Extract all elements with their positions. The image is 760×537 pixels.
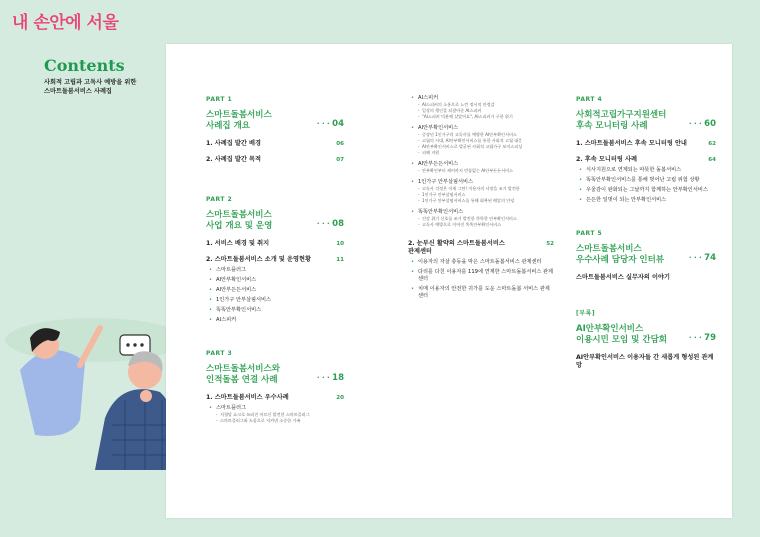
part-title-line: 사업 개요 및 운영 (206, 221, 273, 231)
cover-subtitle (44, 78, 174, 96)
list-item: • 똑똑안부확인서비스 (408, 209, 554, 216)
part-title-line: 스마트돌봄서비스 (206, 110, 272, 120)
list-item: • 1인가구 안부살핌서비스 (408, 179, 554, 186)
contents-title: Contents (44, 56, 125, 75)
part-title-line: AI안부확인서비스 (576, 324, 644, 334)
part-3 (206, 350, 344, 424)
part-title[interactable] (206, 210, 344, 232)
part-page-number: · · · 08 (317, 219, 344, 230)
list-item: • AI안부든든서비스 (206, 287, 344, 294)
part-title-line: 스마트돌봄서비스 (576, 244, 642, 254)
list-item: • 스마트플러그 (206, 405, 344, 412)
list-item: • 다리를 다친 이용자를 119에 연계한 스마트돌봄서비스 관제센터 (408, 269, 554, 283)
part-title-line: 사례집 개요 (206, 121, 251, 131)
sub-item: - AI안부확인서비스로 발굴된 사회적 고립가구 보이스피싱 (408, 144, 554, 150)
brand-logo: 내 손안에 서울 (12, 13, 119, 33)
part-title-line: 스마트돌봄서비스 (206, 210, 272, 220)
toc-item[interactable]: 2. 눈부신 활약의 스마트돌봄서비스 관제센터 52 (408, 240, 554, 255)
part-4 (576, 96, 716, 204)
part-page-number: · · · 79 (689, 333, 716, 344)
list-item: • AI안부확인서비스 (408, 125, 554, 132)
toc-item[interactable]: 1. 스마트돌봄서비스 우수사례 20 (206, 394, 344, 401)
part-label: [부록] (576, 310, 596, 317)
part-label: PART 2 (206, 196, 233, 203)
part-page-number: · · · 04 (317, 119, 344, 130)
toc-item[interactable]: 2. 스마트돌봄서비스 소개 및 운영현황 11 (206, 256, 344, 263)
sub-item: - 안부확인부터 케어까지 빈틈없는 AI안부든든서비스 (408, 168, 554, 174)
toc-item[interactable]: 2. 사례집 발간 목적 07 (206, 156, 344, 163)
part-title[interactable] (576, 244, 716, 266)
part-label: PART 5 (576, 230, 603, 237)
part-title-line: 우수사례 담당자 인터뷰 (576, 255, 665, 265)
part-label: PART 4 (576, 96, 603, 103)
sub-item: - 고독사 예방으로 이어진 똑똑안부확인서비스 (408, 222, 554, 228)
toc-item[interactable]: 스마트돌봄서비스 실무자의 이야기 (576, 274, 670, 281)
sub-item: - 중장년 1인가구의 고독사를 예방한 AI안부확인서비스 (408, 132, 554, 138)
part-page-number: · · · 60 (689, 119, 716, 130)
sub-item: - 1인가구 안부살핌서비스 (408, 192, 554, 198)
sub-item: - AI스피커의 소통으로 느낀 정서적 안정감 (408, 102, 554, 108)
list-item: • 스마트플러그 (206, 267, 344, 274)
part-1 (206, 96, 344, 164)
part-title-line: 이용시민 모임 및 간담회 (576, 335, 667, 345)
sub-item: - 고립의 시대, AI안부확인서비스를 통한 사회적 고립 대응 (408, 138, 554, 144)
list-item: • AI안부확인서비스 (206, 277, 344, 284)
sub-item: - 일상의 행인을 되찾아준 AI스피커 (408, 108, 554, 114)
toc-item[interactable]: 1. 서비스 배경 및 취지 10 (206, 240, 344, 247)
list-item: • 똑똑안부확인서비스를 통해 벗어난 고립 위험 상황 (576, 177, 716, 184)
appendix (576, 308, 716, 370)
list-item: • 식사지원으로 연계되는 따뜻한 돌봄서비스 (576, 167, 716, 174)
part-label: PART 3 (206, 350, 233, 357)
part-title[interactable] (206, 110, 344, 132)
cover-subtitle-line-1: 사회적 고립과 고독사 예방을 위한 (44, 79, 137, 86)
column-2 (408, 92, 554, 300)
part-title-line: 후속 모니터링 사례 (576, 121, 648, 131)
list-item: • AI스피커 (408, 95, 554, 102)
part-title-line: 사회적고립가구지원센터 (576, 110, 667, 120)
part-title[interactable] (206, 364, 344, 386)
toc-item[interactable]: AI안부확인서비스 이용자들 간 새롭게 형성된 관계망 (576, 354, 714, 369)
sub-item: - 1인가구 안부살핌서비스를 통해 회복된 배달의 안녕 (408, 198, 554, 204)
list-item: • 든든한 일벗이 되는 안부확인서비스 (576, 197, 716, 204)
list-item: • 치매 이용자의 안전한 귀가를 도운 스마트돌봄 서비스 관제센터 (408, 286, 554, 300)
column-1 (206, 96, 344, 424)
list-item: • 우울감이 완화되는 그날까지 함께하는 안부확인서비스 (576, 187, 716, 194)
part-2 (206, 196, 344, 324)
list-item: • 똑똑안부확인서비스 (206, 307, 344, 314)
toc-item[interactable]: 2. 후속 모니터링 사례 64 (576, 156, 716, 163)
toc-item[interactable]: 1. 스마트돌봄서비스 후속 모니터링 안내 62 (576, 140, 716, 147)
part-label: PART 1 (206, 96, 233, 103)
part-page-number: · · · 74 (689, 253, 716, 264)
list-item: • AI안부든든서비스 (408, 161, 554, 168)
toc-item[interactable]: 1. 사례집 발간 배경 06 (206, 140, 344, 147)
list-item: • AI스피커 (206, 317, 344, 324)
part-page-number: · · · 18 (317, 373, 344, 384)
part-5 (576, 230, 716, 282)
sub-item: - 고독사 걱정은 이제 그만! 이용자의 사망을 조기 발견한 (408, 186, 554, 192)
sub-item: - "AI스피커 덕분에 살았어요", AI스피커가 구한 위기 (408, 114, 554, 120)
column-3 (576, 96, 716, 370)
sub-item: - 피해 지원 (408, 150, 554, 156)
part-title[interactable] (576, 324, 716, 346)
sub-item: - 저혈당 쇼크로 쓰러진 어르신 발견한 스마트플러그 (206, 412, 344, 418)
cover-subtitle-line-2: 스마트돌봄서비스 사례집 (44, 88, 112, 95)
part-title-line: 인적돌봄 연결 사례 (206, 375, 278, 385)
sub-item: - 스마트플러그와 도움으로 지켜낸 소중한 가족 (206, 418, 344, 424)
contents-page (166, 44, 732, 518)
sub-item: - 건강 위기 신호를 조기 발견한 똑똑한 안부확인서비스 (408, 216, 554, 222)
list-item: • 1인가구 안부살핌서비스 (206, 297, 344, 304)
part-title[interactable] (576, 110, 716, 132)
list-item: • 이용자의 자살 충동을 막은 스마트돌봄서비스 관제센터 (408, 259, 554, 266)
part-title-line: 스마트돌봄서비스와 (206, 364, 280, 374)
